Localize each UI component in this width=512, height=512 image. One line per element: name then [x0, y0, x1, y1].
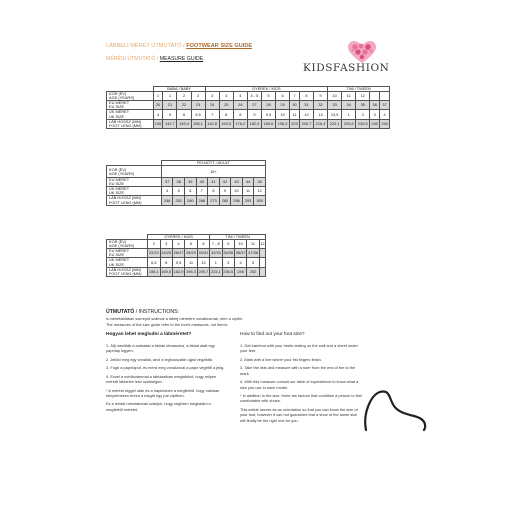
en-step: 4. With this measure consult our table of equivalence to know what a size you use in each model.	[240, 379, 359, 390]
table-cell: 1	[342, 110, 356, 119]
table-cell: 4	[161, 187, 173, 196]
table-cell: 273	[208, 196, 220, 205]
table-cell: 136	[153, 119, 163, 128]
en-step: 2. Mark with a line where your fist fingers finish.	[240, 356, 322, 362]
table-cell: 41	[208, 178, 220, 187]
table-cell: 11	[290, 110, 300, 119]
table-cell: 39	[185, 178, 197, 187]
table-cell: 36/37	[234, 249, 246, 258]
table-cell: 30	[290, 101, 300, 110]
size-table-adult	[106, 160, 266, 206]
table-cell: 31	[299, 101, 313, 110]
row-label: UK MÉRET UK SIZE	[107, 110, 154, 119]
table-cell: 176,2	[233, 119, 247, 128]
table-cell: 8	[208, 187, 220, 196]
table-cell: 12	[356, 92, 370, 101]
table-cell: 7	[205, 110, 219, 119]
hu-step: 4. Ezzel a mérőszámmal a táblázatban megtalálod, hogy milyen méretű lábbelire lesz szükséged.	[106, 373, 217, 385]
hu-step: 1. Állj mezítláb a sarkadat a falnak támasztva, a lábad alatt egy papírlap legyen.	[106, 342, 215, 354]
en-steps	[240, 343, 362, 424]
table-cell: 260	[185, 196, 197, 205]
instructions-hu	[106, 332, 228, 415]
row-label: EU MÉRET EU SIZE	[107, 101, 154, 110]
table-cell: 12	[299, 110, 313, 119]
table-cell: 12	[259, 240, 265, 249]
table-row-length	[107, 267, 266, 276]
table-cell: 6,5	[191, 110, 205, 119]
table-cell: 5	[247, 258, 259, 267]
header-subtitle	[106, 56, 203, 62]
table-cell: 7 - 8	[210, 240, 222, 249]
group-header: GYEREK / KIDS	[205, 87, 327, 92]
table-cell: 6	[276, 92, 290, 101]
title-en: FOOTWEAR SIZE GUIDE	[186, 43, 253, 49]
sub-hu: MÉRÉSI ÚTMUTATÓ /	[106, 56, 160, 62]
table-row-age	[107, 240, 266, 249]
table-cell: 10	[328, 92, 342, 101]
brand-name: KIDSFASHION	[303, 62, 390, 74]
row-label: LÁB HOSSZ (MM) FOOT LENG (MM)	[107, 196, 162, 205]
en-step: 3. Take the lists and measure with a ruler from the end of the to the mark.	[240, 365, 356, 376]
table-cell: 156,1	[191, 119, 205, 128]
table-cell: 28	[261, 101, 275, 110]
table-cell: 182,9	[247, 119, 261, 128]
title-hu: LÁBBELI MÉRET ÚTMUTATÓ /	[106, 43, 187, 49]
table-cell: 246	[161, 196, 173, 205]
row-label: UK MÉRET UK SIZE	[107, 187, 162, 196]
table-row-uk	[107, 110, 390, 119]
table-cell: 236,5	[356, 119, 370, 128]
table-cell: 5	[261, 92, 275, 101]
table-row-length	[107, 119, 390, 128]
table-cell: 286	[231, 196, 243, 205]
table-cell: 18+	[161, 166, 265, 178]
table-cell: 30/31	[197, 249, 209, 258]
table-cell: 36	[370, 101, 380, 110]
table-cell: 9	[222, 240, 234, 249]
table-cell: 6	[185, 187, 197, 196]
table-cell: 26/27	[172, 249, 184, 258]
table-cell: 13,5	[328, 110, 342, 119]
table-cell: 43	[231, 178, 243, 187]
table-cell: 24	[205, 101, 219, 110]
table-cell: 9	[219, 187, 231, 196]
table-cell: 203	[290, 119, 300, 128]
table-cell: 37	[161, 178, 173, 187]
table-cell: 37	[380, 101, 390, 110]
hu-step: 3. Fogd a papírlapot, és mérd meg vonalzóval a papír végétől a jelig.	[106, 365, 225, 371]
table-cell: 4	[234, 258, 246, 267]
row-label: KOR (ÉV) AGE (YEARS)	[107, 166, 162, 178]
table-cell: 3	[205, 92, 219, 101]
table-cell: 2	[356, 110, 370, 119]
table-cell: 26	[233, 101, 247, 110]
hu-step: Ez a leírást útmutatónak szánjuk, hogy segítsen megtalálni a megfelelő méretet.	[106, 401, 211, 412]
table-cell	[380, 92, 390, 101]
table-cell: 7	[196, 187, 208, 196]
table-cell: 3	[222, 258, 234, 267]
header-title	[106, 43, 252, 49]
row-label: KOR (ÉV) AGE (YEARS)	[107, 92, 154, 101]
row-label: UK MÉRET UK SIZE	[107, 258, 148, 267]
instructions-note-en: The measures of the size guide refer to the foot's measures, not item's	[106, 322, 228, 327]
table-row-eu	[107, 101, 390, 110]
table-cell: 10	[231, 187, 243, 196]
table-cell: 8	[233, 110, 247, 119]
row-label: EU MÉRET EU SIZE	[107, 178, 162, 187]
table-row-length	[107, 196, 266, 205]
table-cell: 149,4	[177, 119, 191, 128]
table-cell: 223,1	[210, 267, 222, 276]
table-cell	[370, 92, 380, 101]
table-cell: 252	[173, 196, 185, 205]
instructions-note-hu: A mérettáblában szereplő számok a lábfej méretére vonatkoznak, nem a cipőre.	[106, 316, 244, 321]
en-step: * In addition to the size, there are factors that condition a person to feel comfortable with shoes.	[240, 392, 362, 404]
table-cell: 169,5	[219, 119, 233, 128]
table-cell: 27	[247, 101, 261, 110]
table-cell: 21	[163, 101, 177, 110]
table-cell: 280	[219, 196, 231, 205]
group-header: FELNŐTT / ADULT	[161, 161, 265, 166]
table-cell: 34/35	[222, 249, 234, 258]
table-cell: 5	[185, 240, 197, 249]
table-cell: 22	[177, 101, 191, 110]
table-cell: 240	[370, 119, 380, 128]
row-label: EU MÉRET EU SIZE	[107, 249, 148, 258]
table-row-age	[107, 92, 390, 101]
table-cell: 32	[314, 101, 328, 110]
table-cell: 10	[234, 240, 246, 249]
hu-step: 2. Jelöld meg egy vonallal, ahol a leghosszabb ujjad végződik.	[106, 356, 214, 362]
table-cell: 9,5	[261, 110, 275, 119]
table-cell: 8	[219, 110, 233, 119]
table-cell: 7	[290, 92, 300, 101]
hu-steps	[106, 343, 228, 413]
table-row-eu	[107, 249, 266, 258]
table-cell: 2	[191, 92, 205, 101]
row-label: LÁB HOSSZ (MM) FOOT LENG (MM)	[107, 119, 154, 128]
table-cell: 11	[185, 258, 197, 267]
table-cell: 8	[299, 92, 313, 101]
table-cell: 6	[197, 240, 209, 249]
table-cell: 9,5	[172, 258, 184, 267]
en-step: This article serves as an orientation so that you can know the size of your foot, however it can not guarantee that a shoe of the same size will finally be the right one for you.	[240, 406, 358, 423]
table-cell: 209,7	[299, 119, 313, 128]
table-cell: 42	[219, 178, 231, 187]
table-cell: 3	[370, 110, 380, 119]
hu-step: * A mérést reggel után és a napközben a megfelelő, hogy valóban kényelmesen érezd a magát egy pár cipőben.	[106, 387, 220, 398]
table-cell	[259, 249, 265, 258]
group-header: TINI / TWEEN	[210, 235, 266, 240]
table-cell: 266	[196, 196, 208, 205]
table-cell: 38	[173, 178, 185, 187]
table-cell: 11	[342, 92, 356, 101]
table-cell: 35	[356, 101, 370, 110]
instructions-en	[240, 332, 362, 426]
instructions-title: ÚTMUTATÓ / INSTRUCTIONS:	[106, 309, 180, 315]
table-cell: 1	[163, 92, 177, 101]
table-cell: 33	[328, 101, 342, 110]
table-cell: 45	[254, 178, 266, 187]
group-header: TINI / TWEEN	[328, 87, 390, 92]
table-cell: 216,4	[314, 119, 328, 128]
table-cell: 10	[276, 110, 290, 119]
table-cell: 162,8	[205, 119, 219, 128]
table-cell: 12	[254, 187, 266, 196]
table-cell: 44	[242, 178, 254, 187]
table-cell: 40	[196, 178, 208, 187]
table-cell	[259, 258, 265, 267]
table-cell: 32/33	[210, 249, 222, 258]
group-header: GYEREK / KIDS	[148, 235, 210, 240]
table-cell: 3	[160, 240, 172, 249]
group-header: BABA / BABY	[153, 87, 205, 92]
foot-outline-icon	[362, 386, 428, 432]
table-cell: 37/38	[247, 249, 259, 258]
table-cell: 293	[242, 196, 254, 205]
table-cell: 156,1	[148, 267, 160, 276]
table-cell: 34	[342, 101, 356, 110]
table-cell: 20	[153, 101, 163, 110]
table-cell: 182,9	[172, 267, 184, 276]
table-cell: 196,3	[276, 119, 290, 128]
table-cell: 142,7	[163, 119, 177, 128]
table-cell: 5	[173, 187, 185, 196]
en-step: 1. Get barefoot with your heels resting on the wall and a sheet under your feet.	[240, 342, 358, 354]
table-cell: 4	[380, 110, 390, 119]
table-cell: 4 - 5	[247, 92, 261, 101]
table-cell: 29	[276, 101, 290, 110]
table-cell: 1	[153, 92, 163, 101]
size-table-baby-kids-tween	[106, 86, 390, 129]
table-row-age	[107, 166, 266, 178]
table-cell: 8	[160, 258, 172, 267]
table-cell: 246	[234, 267, 246, 276]
table-cell: 229,8	[342, 119, 356, 128]
table-cell: 223,1	[328, 119, 342, 128]
table-cell: 2	[148, 240, 160, 249]
table-cell: 196,3	[185, 267, 197, 276]
size-table-kids-tween	[106, 234, 266, 277]
table-cell: 11	[247, 240, 259, 249]
table-cell: 246	[380, 119, 390, 128]
table-cell: 4	[172, 240, 184, 249]
table-cell: 13	[314, 110, 328, 119]
table-cell: 252	[247, 267, 259, 276]
table-cell: 4	[153, 110, 163, 119]
table-cell: 1	[210, 258, 222, 267]
table-row-eu	[107, 178, 266, 187]
row-label: KOR (ÉV) AGE (YEARS)	[107, 240, 148, 249]
table-cell: 209,7	[197, 267, 209, 276]
table-cell: 28/29	[185, 249, 197, 258]
table-cell: 169,5	[160, 267, 172, 276]
table-cell: 5	[163, 110, 177, 119]
table-cell: 11	[242, 187, 254, 196]
row-label: LÁB HOSSZ (MM) FOOT LENG (MM)	[107, 267, 148, 276]
table-cell: 23	[191, 101, 205, 110]
en-heading: How to find out your foot size?	[240, 332, 305, 337]
table-cell: 25	[219, 101, 233, 110]
hu-heading: Hogyan lehet megludni a lábméretet?	[106, 332, 192, 337]
table-cell: 6,5	[148, 258, 160, 267]
table-row-uk	[107, 258, 266, 267]
table-cell: 3	[219, 92, 233, 101]
table-cell: 236,5	[222, 267, 234, 276]
table-cell: 6	[177, 110, 191, 119]
sub-en: MEASURE GUIDE	[159, 56, 204, 62]
table-cell: 13	[197, 258, 209, 267]
table-cell: 189,6	[261, 119, 275, 128]
table-cell: 22/23	[148, 249, 160, 258]
table-cell: 9	[314, 92, 328, 101]
table-cell: 300	[254, 196, 266, 205]
table-cell: 4	[233, 92, 247, 101]
table-cell	[259, 267, 265, 276]
table-cell: 9	[247, 110, 261, 119]
table-cell: 24/25	[160, 249, 172, 258]
table-cell: 2	[177, 92, 191, 101]
